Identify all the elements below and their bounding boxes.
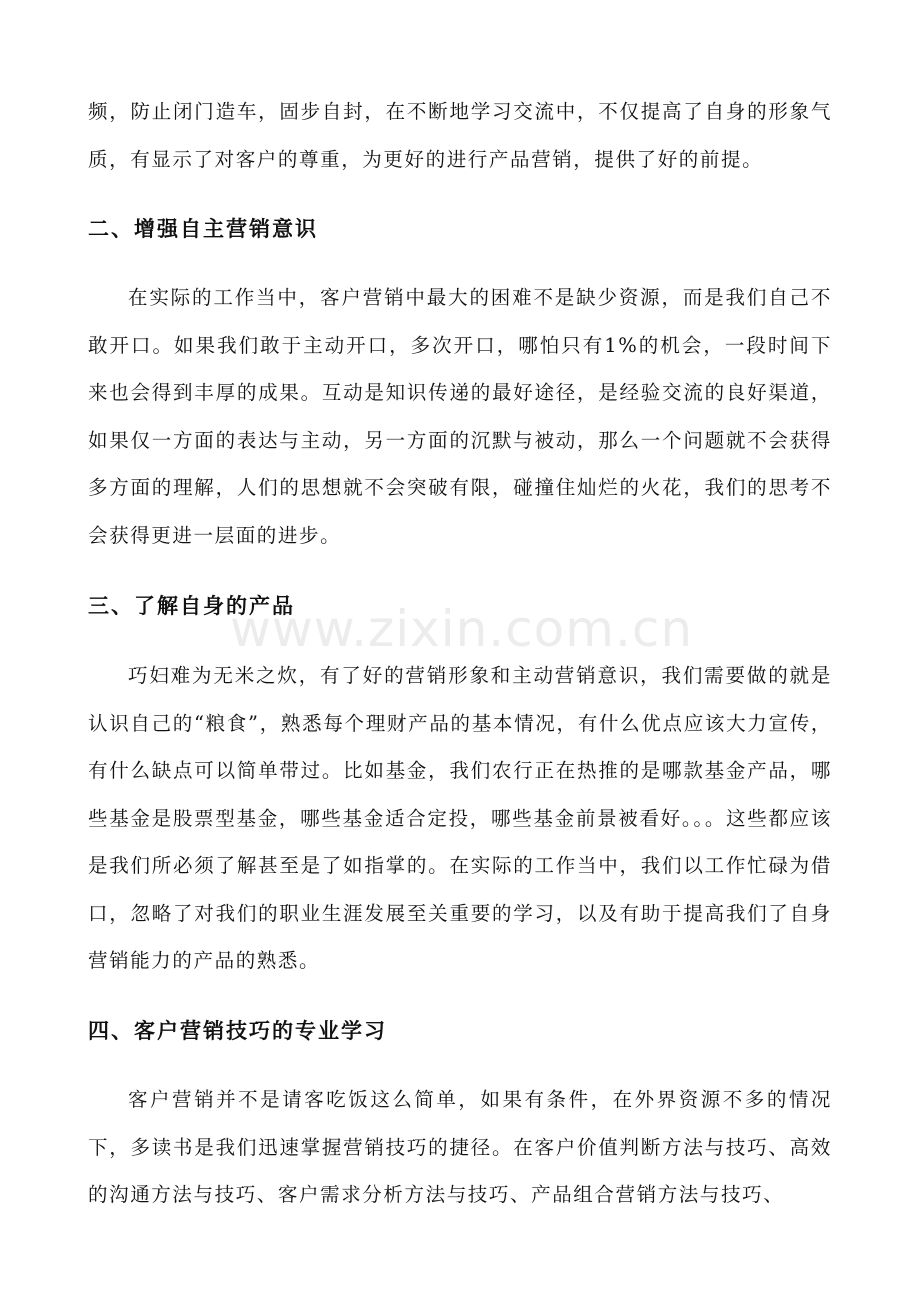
- section-heading-3: 三、了解自身的产品: [88, 594, 295, 618]
- section-heading-4: 四、客户营销技巧的专业学习: [88, 1019, 387, 1043]
- paragraph-continued: 频，防止闭门造车，固步自封，在不断地学习交流中，不仅提高了自身的形象气质，有显示了对客户的尊重，为更好的进行产品营销，提供了好的前提。: [88, 100, 832, 171]
- section-heading-2: 二、增强自主营销意识: [88, 217, 318, 241]
- section-body-4: 客户营销并不是请客吃饭这么简单，如果有条件，在外界资源不多的情况下，多读书是我们迅速掌握营销技巧的捷径。在客户价值判断方法与技巧、高效的沟通方法与技巧、客户需求分析方法与技巧、产品组合营销方法与技巧、: [88, 1088, 832, 1206]
- section-body-2: 在实际的工作当中，客户营销中最大的困难不是缺少资源，而是我们自己不敢开口。如果我们敢于主动开口，多次开口，哪怕只有1%的机会，一段时间下来也会得到丰厚的成果。互动是知识传递的最好途径，是经验交流的良好渠道，如果仅一方面的表达与主动，另一方面的沉默与被动，那么一个问题就不会获得多方面的理解，人们的思想就不会突破有限，碰撞住灿烂的火花，我们的思考不会获得更进一层面的进步。: [88, 286, 832, 547]
- section-body-3: 巧妇难为无米之炊，有了好的营销形象和主动营销意识，我们需要做的就是认识自己的“粮食”，熟悉每个理财产品的基本情况，有什么优点应该大力宣传，有什么缺点可以简单带过。比如基金，我们农行正在热推的是哪款基金产品，哪些基金是股票型基金，哪些基金适合定投，哪些基金前景被看好。。。这些都应该是我们所必须了解甚至是了如指掌的。在实际的工作当中，我们以工作忙碌为借口，忽略了对我们的职业生涯发展至关重要的学习，以及有助于提高我们了自身营销能力的产品的熟悉。: [88, 664, 832, 972]
- watermark: www.zixin.com.cn: [230, 600, 694, 658]
